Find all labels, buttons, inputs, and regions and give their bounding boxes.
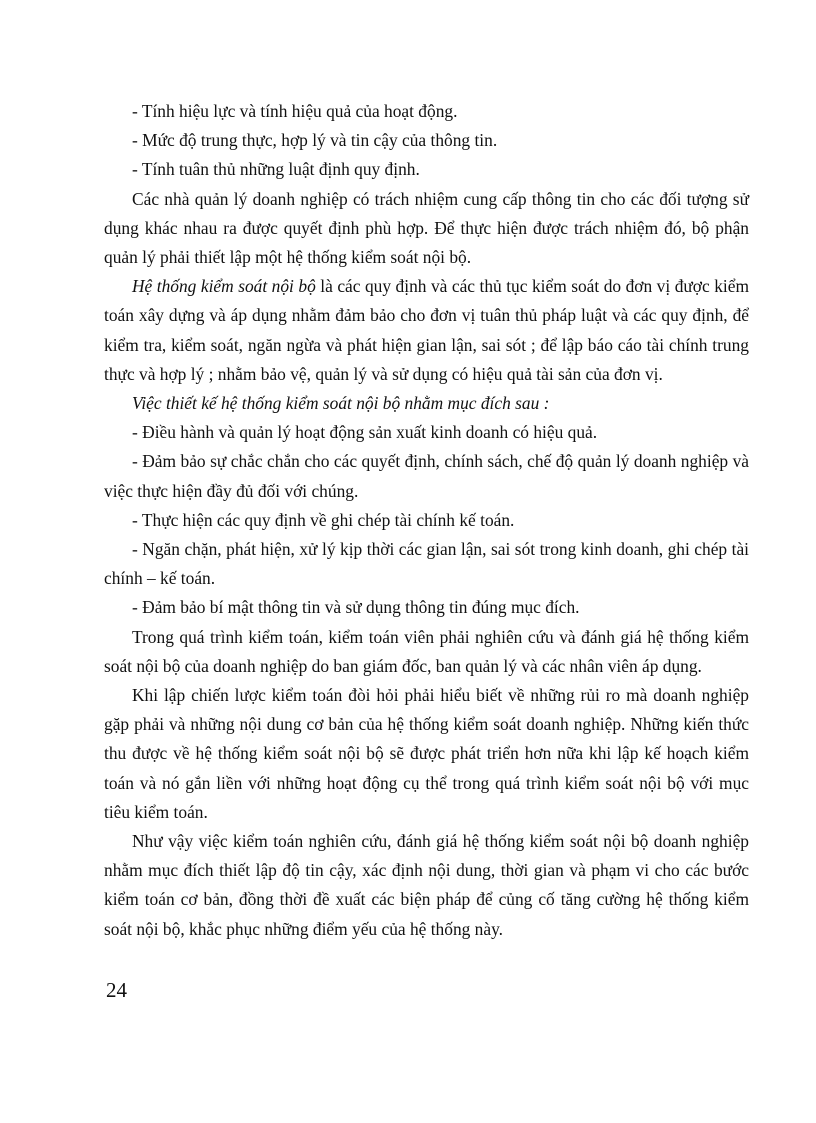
- paragraph-text: Khi lập chiến lược kiểm toán đòi hỏi phải hiểu biết về những rủi ro mà doanh nghiệp gặp phải và những nội dung cơ bản của hệ thống kiểm soát doanh nghiệp. Những kiến thức thu được về hệ thống kiểm soát nội bộ sẽ được phát triển hơn nữa khi lập kế hoạch kiểm toán và nó gắn liền với những hoạt động cụ thể trong quá trình kiểm soát nội bộ với mục tiêu kiểm toán.: [104, 685, 749, 822]
- italic-text: Hệ thống kiểm soát nội bộ: [132, 276, 316, 297]
- paragraph-text: Trong quá trình kiểm toán, kiểm toán viên phải nghiên cứu và đánh giá hệ thống kiểm soát nội bộ của doanh nghiệp do ban giám đốc, ban quản lý và các nhân viên áp dụng.: [104, 626, 749, 676]
- paragraph-text: - Đảm bảo bí mật thông tin và sử dụng thông tin đúng mục đích.: [132, 597, 580, 618]
- paragraph: [104, 535, 749, 593]
- paragraph-text: Như vậy việc kiểm toán nghiên cứu, đánh giá hệ thống kiểm soát nội bộ doanh nghiệp nhằm mục đích thiết lập độ tin cậy, xác định nội dung, thời gian và phạm vi cho các bước kiểm toán cơ bản, đồng thời đề xuất các biện pháp để củng cố tăng cường hệ thống kiểm soát nội bộ, khắc phục những điểm yếu của hệ thống này.: [104, 831, 749, 939]
- italic-text: Việc thiết kế hệ thống kiểm soát nội bộ nhằm mục đích sau :: [132, 393, 550, 414]
- paragraph: [104, 272, 749, 389]
- paragraph: [104, 126, 749, 155]
- paragraph: [104, 185, 749, 273]
- paragraph-text: - Tính tuân thủ những luật định quy định.: [132, 159, 420, 180]
- page-number: 24: [106, 978, 127, 1002]
- paragraph: [104, 447, 749, 505]
- paragraph: [104, 418, 749, 447]
- paragraph: [104, 506, 749, 535]
- paragraph: [104, 155, 749, 184]
- paragraph: [104, 97, 749, 126]
- paragraph-text: - Điều hành và quản lý hoạt động sản xuất kinh doanh có hiệu quả.: [132, 422, 598, 443]
- paragraph: [104, 827, 749, 944]
- paragraph-text: Các nhà quản lý doanh nghiệp có trách nhiệm cung cấp thông tin cho các đối tượng sử dụng khác nhau ra được quyết định phù hợp. Để thực hiện được trách nhiệm đó, bộ phận quản lý phải thiết lập một hệ thống kiểm soát nội bộ.: [104, 188, 749, 268]
- paragraph: [104, 389, 749, 418]
- paragraph-text: - Mức độ trung thực, hợp lý và tin cậy của thông tin.: [132, 130, 498, 151]
- page-body: [104, 97, 749, 944]
- paragraph-text: - Ngăn chặn, phát hiện, xử lý kịp thời các gian lận, sai sót trong kinh doanh, ghi chép tài chính – kế toán.: [104, 539, 749, 589]
- paragraph-text: là các quy định và các thủ tục kiểm soát do đơn vị được kiểm toán xây dựng và áp dụng nhằm đảm bảo cho đơn vị tuân thủ pháp luật và các quy định, để kiểm tra, kiểm soát, ngăn ngừa và phát hiện gian lận, sai sót ; để lập báo cáo tài chính trung thực và hợp lý ; nhằm bảo vệ, quản lý và sử dụng có hiệu quả tài sản của đơn vị.: [104, 276, 749, 384]
- paragraph-text: - Tính hiệu lực và tính hiệu quả của hoạt động.: [132, 101, 458, 121]
- paragraph-text: - Thực hiện các quy định về ghi chép tài chính kế toán.: [132, 509, 515, 530]
- paragraph: [104, 593, 749, 622]
- paragraph-text: - Đảm bảo sự chắc chắn cho các quyết định, chính sách, chế độ quản lý doanh nghiệp và việc thực hiện đầy đủ đối với chúng.: [104, 451, 749, 501]
- paragraph: [104, 623, 749, 681]
- paragraph: [104, 681, 749, 827]
